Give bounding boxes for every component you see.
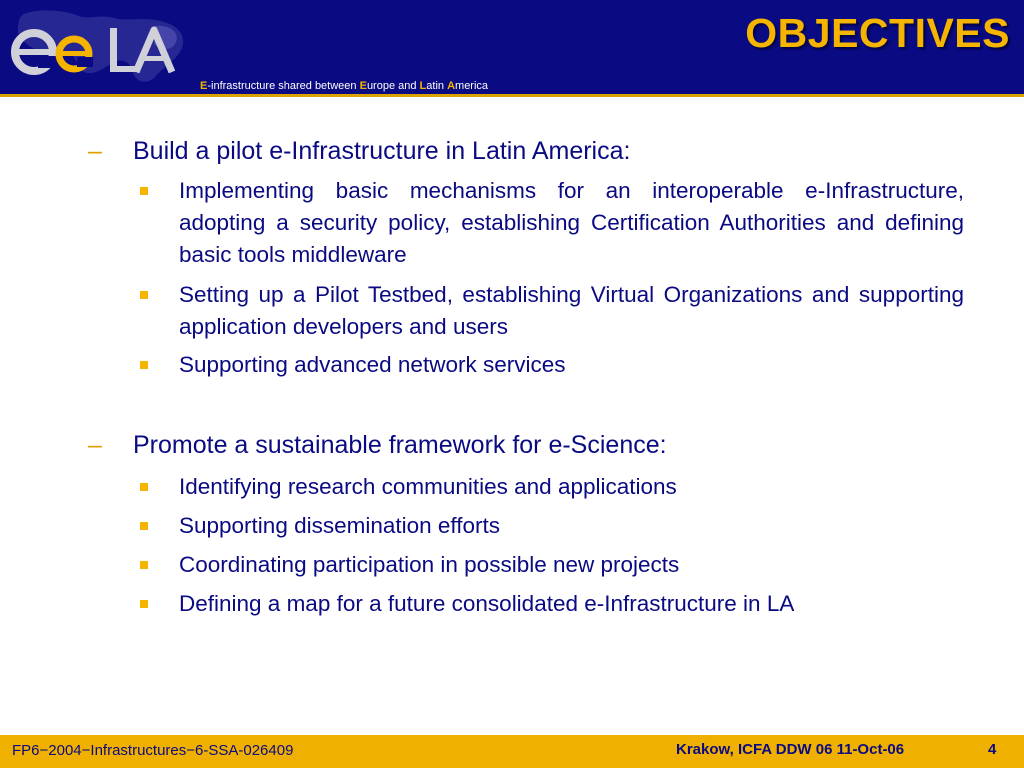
square-bullet-icon xyxy=(140,187,148,195)
header-tagline: E-infrastructure shared between Europe and Latin America xyxy=(200,80,489,92)
square-bullet-icon xyxy=(140,600,148,608)
dash-bullet-icon: – xyxy=(88,431,102,459)
square-bullet-icon xyxy=(140,522,148,530)
slide-title: OBJECTIVES xyxy=(745,10,1010,56)
slide-header xyxy=(0,0,1024,97)
square-bullet-icon xyxy=(140,361,148,369)
square-bullet-icon xyxy=(140,483,148,491)
square-bullet-icon xyxy=(140,561,148,569)
location-date: Krakow, ICFA DDW 06 11-Oct-06 xyxy=(676,741,905,758)
slide-footer xyxy=(0,735,1024,768)
eela-logo-icon xyxy=(4,6,194,90)
square-bullet-icon xyxy=(140,291,148,299)
project-id: FP6−2004−Infrastructures−6-SSA-026409 xyxy=(12,742,294,759)
slide-body: – Build a pilot e-Infrastructure in Latin America: Implementing basic mechanisms for an interoperable e-Infrastructure, adopting a security policy, establishing Certification Authorities and defining basic tools middleware Setting up a Pilot Testbed, establishing Virtual Organizations and supporting application developers and users Supporting advanced network services – Promote a sustainable framework for e-Science: Identifying research communities and applications Supporting dissemination efforts Coordinating participation in possible new projects Defining a map for a future consolidated e-Infrastructure in LA xyxy=(88,137,964,616)
dash-bullet-icon: – xyxy=(88,137,102,165)
page-number: 4 xyxy=(988,741,997,758)
